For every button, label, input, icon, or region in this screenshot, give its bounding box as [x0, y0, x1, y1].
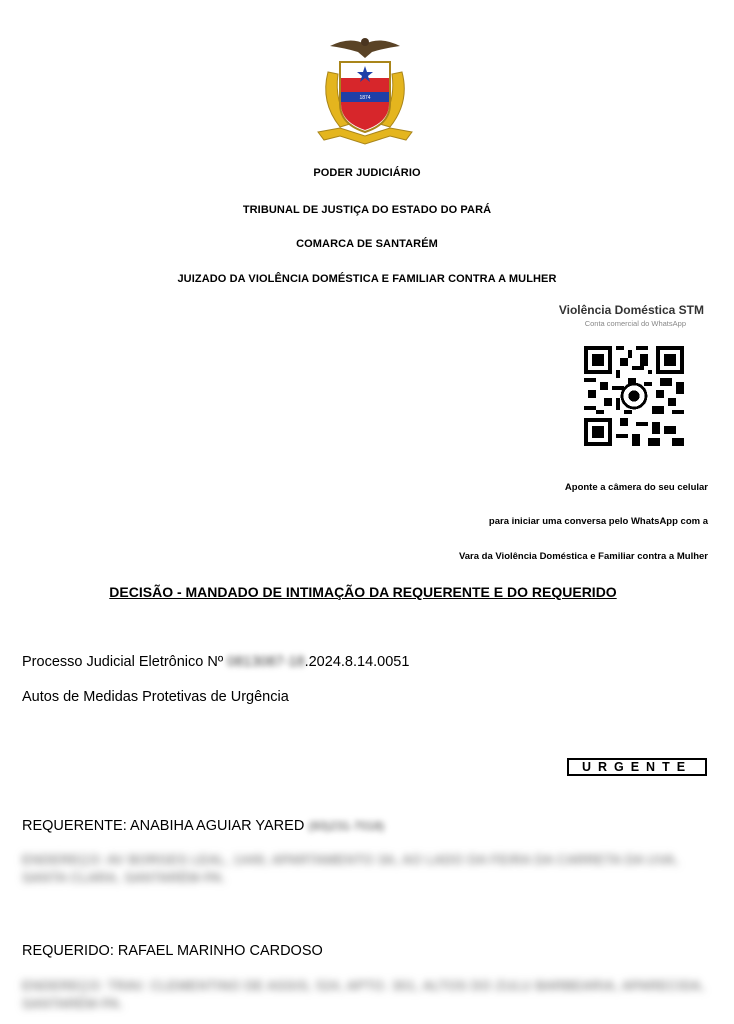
process-type: Autos de Medidas Protetivas de Urgência [22, 689, 289, 705]
decision-title: DECISÃO - MANDADO DE INTIMAÇÃO DA REQUERENTE E DO REQUERIDO [109, 584, 617, 600]
whatsapp-caption-line3: Vara da Violência Doméstica e Familiar contra a Mulher [458, 551, 708, 562]
header-poder-judiciario: PODER JUDICIÁRIO [313, 167, 421, 179]
process-number-line [22, 654, 409, 670]
requerente-line [22, 818, 384, 834]
process-number-redacted: 0813087-18 [227, 654, 305, 670]
requerido-label: REQUERIDO: RAFAEL MARINHO CARDOSO [22, 943, 323, 959]
requerente-label: REQUERENTE: ANABIHA AGUIAR YARED [22, 818, 305, 834]
process-number-suffix: .2024.8.14.0051 [304, 654, 410, 670]
qr-code-icon[interactable] [584, 346, 684, 446]
whatsapp-caption-line2: para iniciar uma conversa pelo WhatsApp com a [488, 516, 708, 527]
urgent-badge: URGENTE [567, 758, 707, 776]
process-label: Processo Judicial Eletrônico Nº [22, 654, 224, 670]
header-tribunal: TRIBUNAL DE JUSTIÇA DO ESTADO DO PARÁ [242, 204, 492, 216]
whatsapp-caption-line1: Aponte a câmera do seu celular [564, 482, 708, 493]
whatsapp-account-subtitle: Conta comercial do WhatsApp [584, 319, 686, 328]
whatsapp-account-title: Violência Doméstica STM [558, 303, 704, 317]
requerido-address-redacted: ENDEREÇO: TRAV. CLEMENTINO DE ASSIS, 524, APTO. 301, ALTOS DO ZULU BARBEARIA, APARECIDA, SANTARÉM-PA. [22, 978, 705, 1011]
requerente-address-redacted: ENDEREÇO: AV BORGES LEAL, 1449, APARTAMENTO 3A, AO LADO DA FEIRA DA CARRETA DA UVA, SANTA CLARA, SANTARÉM-PA. [22, 852, 679, 885]
requerente-phone-redacted: (93)231-7018) [308, 819, 385, 833]
header-juizado: JUIZADO DA VIOLÊNCIA DOMÉSTICA E FAMILIAR CONTRA A MULHER [177, 273, 557, 285]
crest-year: 1874 [359, 95, 371, 101]
header-comarca: COMARCA DE SANTARÉM [296, 238, 438, 250]
coat-of-arms-icon [310, 32, 420, 147]
